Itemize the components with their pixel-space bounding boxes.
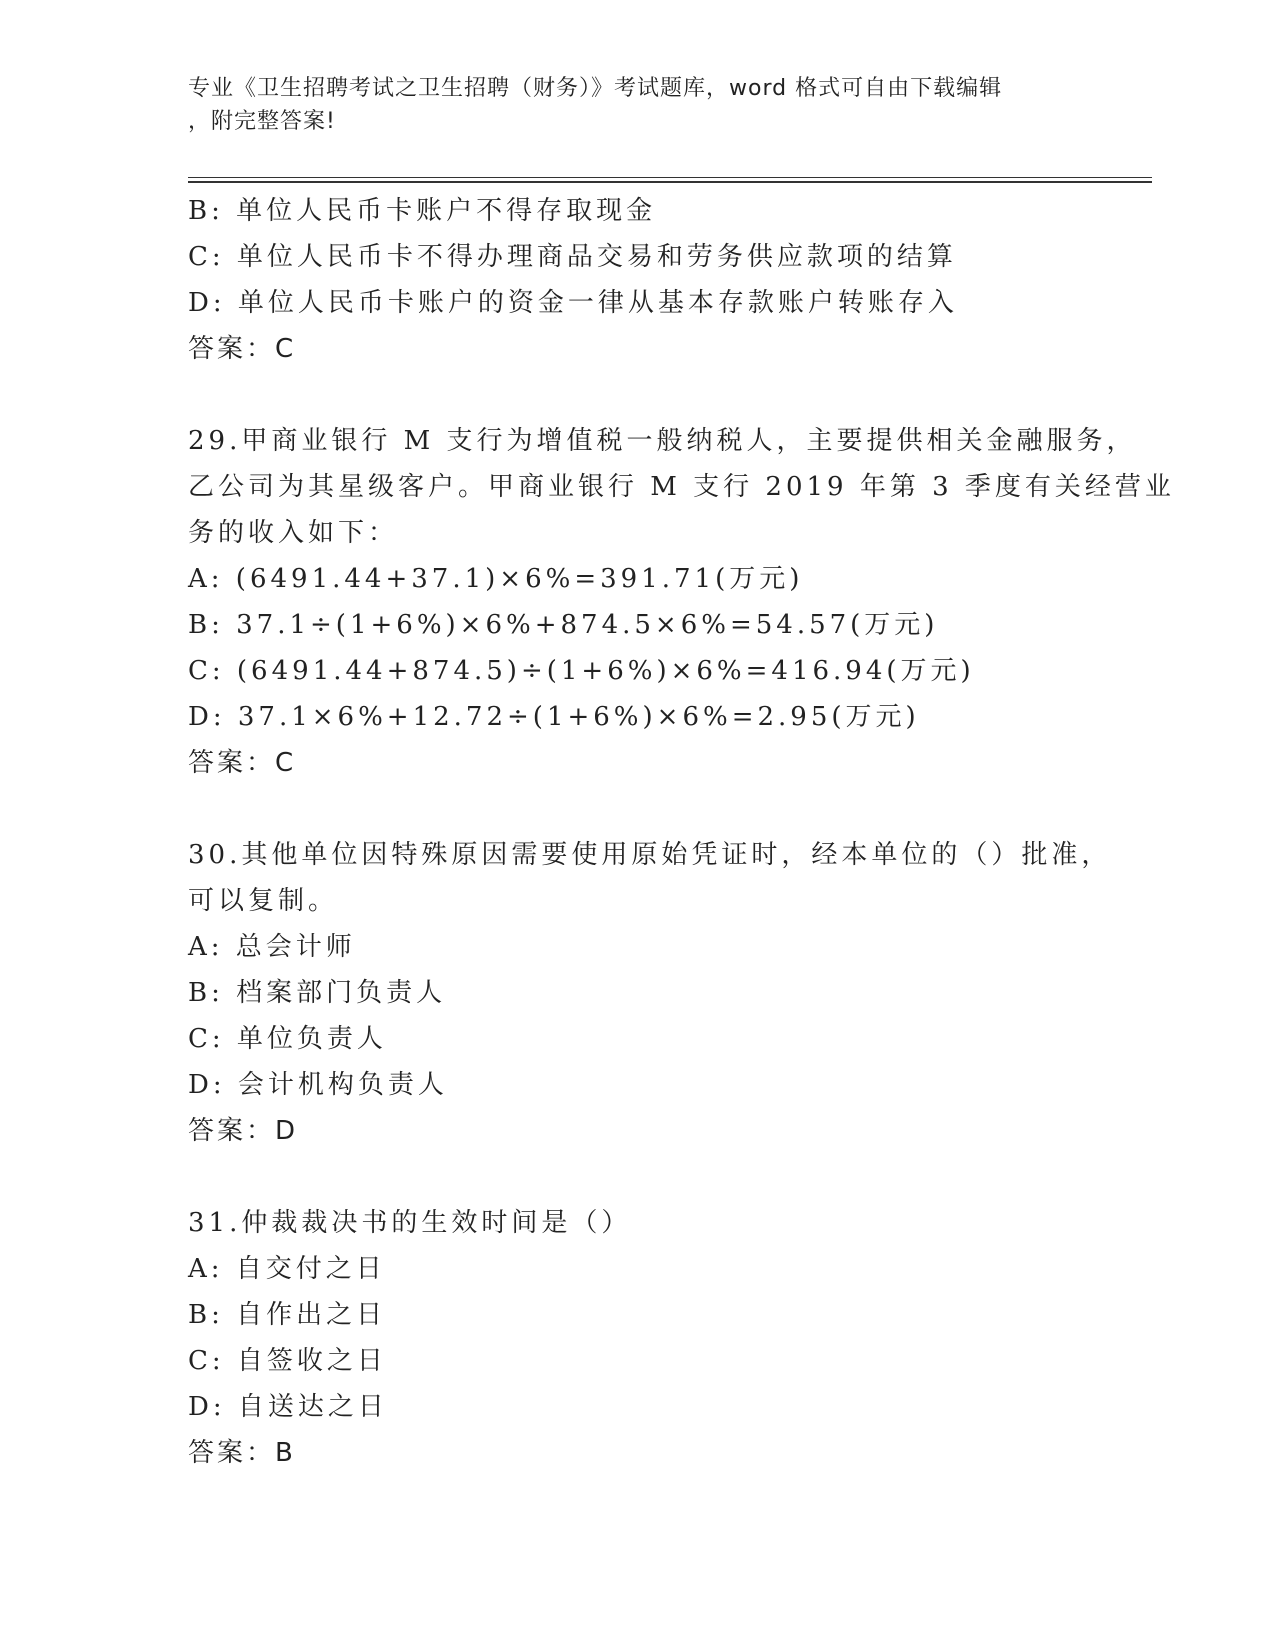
option-b: B: 单位人民币卡账户不得存取现金 xyxy=(188,196,657,226)
option-a: A: 总会计师 xyxy=(188,932,356,962)
option-a: A: (6491.44+37.1)×6%=391.71(万元) xyxy=(188,564,804,594)
header-rule-thick xyxy=(188,181,1152,183)
question-text-line-2: 可以复制。 xyxy=(188,886,339,916)
answer: 答案：C xyxy=(188,334,297,364)
option-c: C: 单位负责人 xyxy=(188,1024,387,1054)
question-text-line-1: 29.甲商业银行 M 支行为增值税一般纳税人，主要提供相关金融服务， xyxy=(188,426,1137,456)
option-d: D: 自送达之日 xyxy=(188,1392,388,1422)
option-d: D: 会计机构负责人 xyxy=(188,1070,448,1100)
question-31 xyxy=(188,1200,1088,1476)
question-28-tail xyxy=(188,188,1088,372)
question-list xyxy=(188,188,1175,1476)
header-line-2: ，附完整答案! xyxy=(188,109,336,134)
question-text-line-1: 31.仲裁裁决书的生效时间是（） xyxy=(188,1208,632,1238)
option-b: B: 自作出之日 xyxy=(188,1300,387,1330)
question-29 xyxy=(188,418,1175,786)
question-text-line-1: 30.其他单位因特殊原因需要使用原始凭证时，经本单位的（）批准， xyxy=(188,840,1112,870)
document-header xyxy=(188,72,1068,138)
option-a: A: 自交付之日 xyxy=(188,1254,386,1284)
question-text-line-3: 务的收入如下： xyxy=(188,518,399,548)
option-c: C: (6491.44+874.5)÷(1+6%)×6%=416.94(万元) xyxy=(188,656,975,686)
answer: 答案：D xyxy=(188,1116,299,1146)
option-b: B: 37.1÷(1+6%)×6%+874.5×6%=54.57(万元) xyxy=(188,610,939,640)
answer: 答案：B xyxy=(188,1438,296,1468)
question-30 xyxy=(188,832,1112,1154)
option-d: D: 单位人民币卡账户的资金一律从基本存款账户转账存入 xyxy=(188,288,958,318)
option-c: C: 单位人民币卡不得办理商品交易和劳务供应款项的结算 xyxy=(188,242,957,272)
option-c: C: 自签收之日 xyxy=(188,1346,387,1376)
question-text-line-2: 乙公司为其星级客户。甲商业银行 M 支行 2019 年第 3 季度有关经营业 xyxy=(188,472,1175,502)
option-b: B: 档案部门负责人 xyxy=(188,978,447,1008)
answer: 答案：C xyxy=(188,748,297,778)
option-d: D: 37.1×6%+12.72÷(1+6%)×6%=2.95(万元) xyxy=(188,702,920,732)
header-rule-thin xyxy=(188,177,1152,178)
header-line-1: 专业《卫生招聘考试之卫生招聘（财务）》考试题库，word 格式可自由下载编辑 xyxy=(188,76,1003,101)
